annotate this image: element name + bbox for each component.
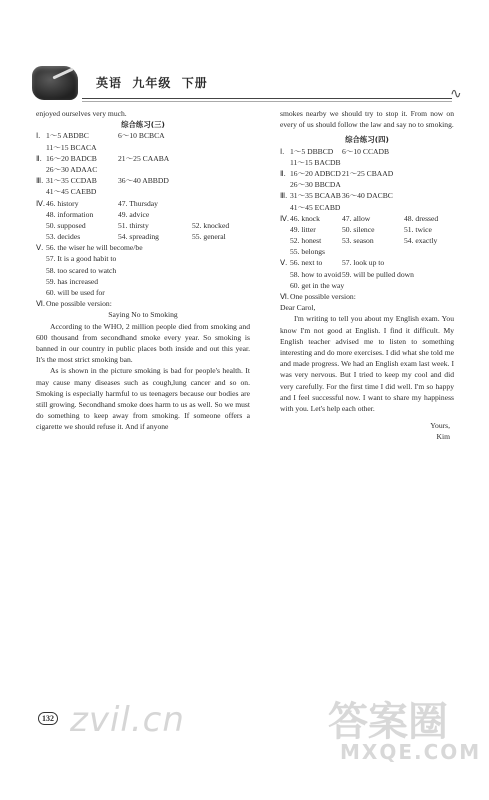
answer-item: 57. look up to [342,258,385,268]
roman-numeral: Ⅴ. [36,243,44,253]
answer-item: 60. will be used for [46,288,105,297]
roman-numeral: Ⅳ. [280,213,289,223]
header-divider-thin [82,101,452,102]
watermark-right-cn: 答案圈 [328,699,448,745]
answer-item: 50. silence [342,224,375,234]
answer-row [36,186,250,197]
answer-item: 6～10 CCADB [342,146,390,156]
answer-item: 57. It is a good habit to [46,254,117,264]
answer-row [36,142,250,153]
answer-item: 56. next to [290,258,323,268]
answer-row [36,209,250,220]
essay-continuation: smokes nearby we should try to stop it. From now on every of us should follow the law and say no to smoking. [280,109,454,130]
answer-item: 56. the wiser he will become/be [46,243,143,253]
answer-item: 53. season [342,236,374,246]
essay-title: Saying No to Smoking [108,310,178,320]
answer-row [280,269,454,280]
answer-row [36,253,250,264]
answer-row [36,242,250,253]
answer-item: 58. how to avoid [290,269,342,279]
answer-row [36,231,250,242]
answer-item: 1～5 ABDBC [46,131,89,141]
answer-row [280,190,454,201]
answer-row [36,130,250,141]
essay-paragraph-2: As is shown in the picture smoking is bad for people's health. It may cause many diseases such as cough,lung cancer and so on. Smoking is especially harmful to us teenagers because our bodies are still growing. Secondhand smoke does harm to us as well. So we must do something to keep away from smoking. If someone offers a cigarette we should refuse it. And if anyone [36,366,250,432]
answer-row [280,179,454,190]
answer-item: 47. allow [342,213,371,223]
watermark-right-en: MXQE.COM [340,740,482,764]
answer-item: 51. twice [404,224,432,234]
letter-greeting: Dear Carol, [280,303,316,313]
answer-item: 41～45 ECABD [290,202,341,212]
answer-item: One possible version: [46,299,112,309]
answer-row [280,146,454,157]
watermark-left: zvil.cn [70,700,185,740]
answer-list-4 [280,146,454,303]
roman-numeral: Ⅲ. [36,176,44,186]
answer-row [280,202,454,213]
roman-numeral: Ⅵ. [280,292,289,302]
essay-paragraph-1: According to the WHO, 2 million people died from smoking and 600 thousand from secondhand smoke every year. So smoking is banned in our country in public places both inside and out this year. It's the most strict smoking ban. [36,321,250,365]
answer-row [36,298,250,309]
answer-item: 50. supposed [46,220,86,230]
answer-list-3 [36,130,250,309]
page-header [30,64,470,104]
answer-item: 60. get in the way [290,280,345,290]
answer-row [36,276,250,287]
answer-item: 46. history [46,198,79,208]
header-divider [82,98,452,99]
roman-numeral: Ⅵ. [36,299,45,309]
answer-item: 36～40 DACBC [342,191,393,201]
answer-row [36,265,250,276]
answer-item: 48. information [46,209,94,219]
answer-row [36,198,250,209]
letter-closing: Yours, [430,421,450,431]
answer-row [280,257,454,268]
curl-ornament-icon: ∿ [450,87,462,102]
answer-item: 46. knock [290,213,320,223]
answer-row [280,157,454,168]
roman-numeral: Ⅴ. [280,258,288,268]
roman-numeral: Ⅲ. [280,191,288,201]
answer-item: 11～15 BACDB [290,157,341,167]
answer-item: 26～30 ADAAC [46,164,98,174]
answer-item: 31～35 BCAAB [290,191,341,201]
answer-item: 16～20 BADCB [46,153,97,163]
answer-row [280,235,454,246]
answer-item: 47. Thursday [118,198,158,208]
roman-numeral: Ⅱ. [280,168,286,178]
answer-row [280,224,454,235]
answer-item: 49. litter [290,224,316,234]
roman-numeral: Ⅰ. [280,146,285,156]
letter-signature: Kim [436,432,450,442]
answer-item: 53. decides [46,232,81,242]
answer-row [36,220,250,231]
right-column [280,108,454,443]
left-column [36,108,250,433]
answer-row [280,246,454,257]
book-pen-icon [32,66,78,100]
intro-line: enjoyed ourselves very much. [36,109,127,118]
answer-item: 6～10 BCBCA [118,131,165,141]
answer-item: 59. has increased [46,276,99,286]
answer-row [36,175,250,186]
answer-row [280,213,454,224]
answer-row [280,168,454,179]
roman-numeral: Ⅰ. [36,131,41,141]
answer-item: 52. knocked [192,220,230,230]
answer-item: 31～35 CCDAB [46,176,97,186]
answer-item: One possible version: [290,292,356,302]
answer-item: 36～40 ABBDD [118,176,169,186]
answer-item: 26～30 BBCDA [290,180,341,190]
answer-row [280,291,454,302]
answer-row [36,153,250,164]
answer-row [280,280,454,291]
section-title-3: 综合练习(三) [121,120,165,130]
answer-item: 21～25 CAABA [118,153,170,163]
answer-item: 52. honest [290,236,322,246]
answer-row [36,164,250,175]
header-title: 英语 九年级 下册 [96,76,208,90]
answer-item: 51. thirsty [118,220,149,230]
answer-item: 59. will be pulled down [342,269,414,279]
answer-item: 16～20 ADBCD [290,168,341,178]
answer-item: 55. general [192,232,226,242]
roman-numeral: Ⅱ. [36,153,42,163]
answer-item: 21～25 CBAAD [342,168,394,178]
answer-item: 41～45 CAEBD [46,187,97,197]
answer-item: 54. exactly [404,236,438,246]
roman-numeral: Ⅳ. [36,198,45,208]
letter-body: I'm writing to tell you about my English exam. You know I'm not good at English. I find it difficult. My English teacher advised me to listen to something interesting and do more exercises. I did what she told me and made progress. We had an English exam last week. I was very nervous. But I tried to keep my cool and did very carefully. For the first time I did well. I'm so happy and I feel successful now. I want to share my happiness with you. Let's help each other. [280,314,454,414]
section-title-4: 综合练习(四) [345,135,389,145]
answer-item: 11～15 BCACA [46,142,97,152]
answer-item: 55. belongs [290,247,326,257]
page-number: 132 [38,712,58,725]
answer-item: 49. advice [118,209,150,219]
answer-item: 1～5 DBBCD [290,146,334,156]
answer-item: 58. too scared to watch [46,265,117,275]
answer-row [36,287,250,298]
answer-item: 54. spreading [118,232,159,242]
answer-item: 48. dressed [404,213,439,223]
